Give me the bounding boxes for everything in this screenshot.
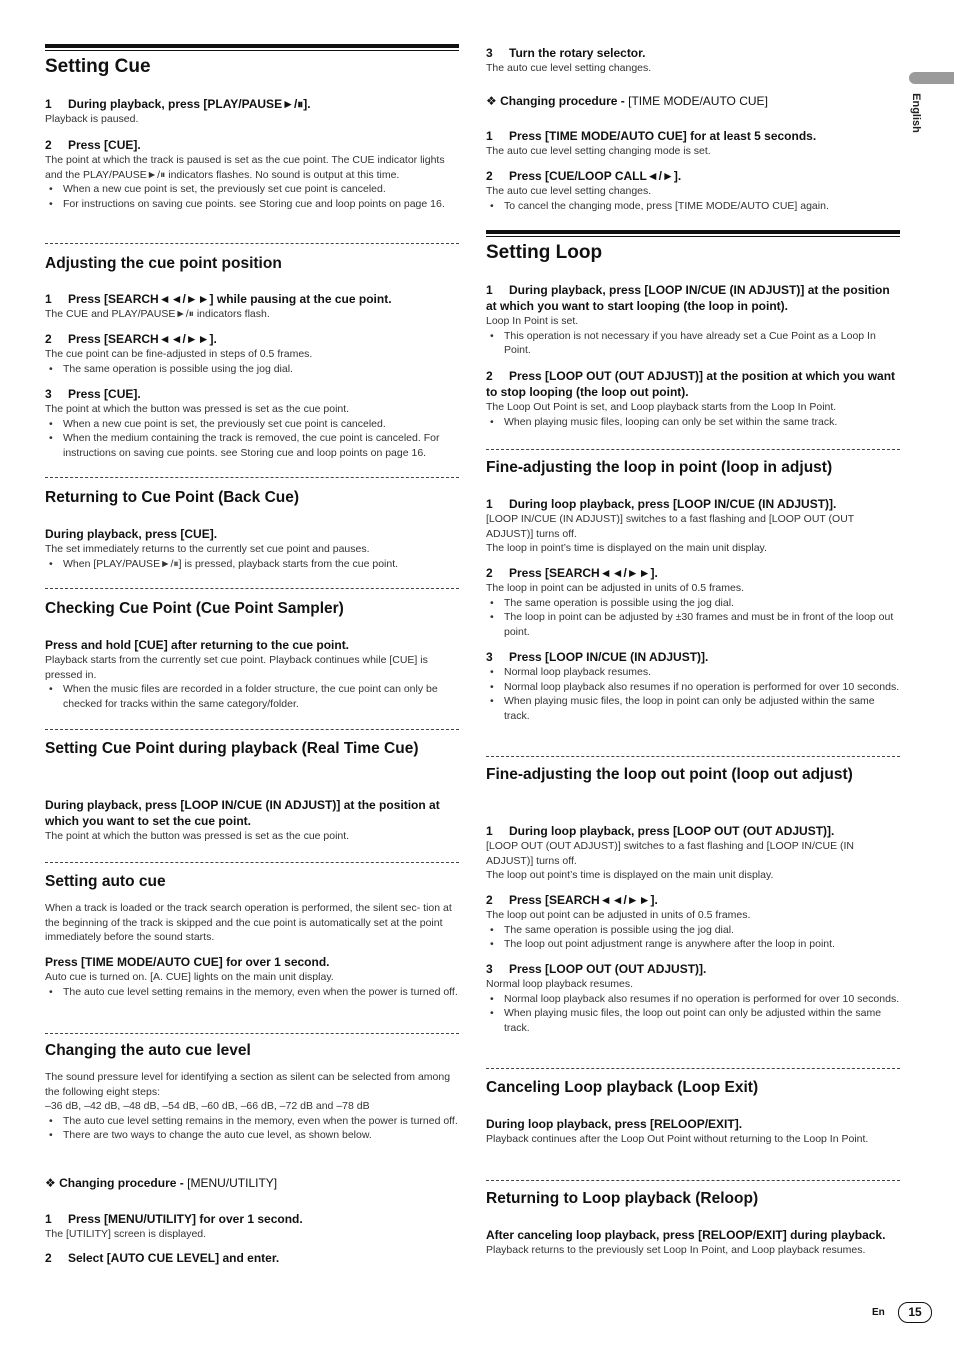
language-tab: [909, 72, 954, 84]
step-description: The auto cue level setting changing mode is set.: [486, 145, 711, 157]
adjust-section: [45, 254, 459, 274]
list-item: • When the music files are recorded in a folder structure, the cue point can only be checked for tracks within the same category/folder.: [45, 682, 459, 711]
step: [45, 96, 459, 127]
step-heading: Press [TIME MODE/AUTO CUE] for over 1 second.: [45, 955, 330, 969]
procedure-heading: [486, 93, 900, 109]
step-description: The loop out point can be adjusted in units of 0.5 frames.: [486, 909, 751, 921]
sampler-section: [45, 599, 459, 619]
step: [486, 496, 900, 556]
divider: [486, 1180, 900, 1181]
step-heading: 3 Press [LOOP IN/CUE (IN ADJUST)].: [486, 650, 709, 664]
paragraph: [45, 901, 459, 945]
intro-text: When a track is loaded or the track search operation is performed, the silent sec- tion at the beginning of the track is skipped and the cue point is automatically set at the point immediately before the sound starts.: [45, 902, 452, 944]
section-title: Canceling Loop playback (Loop Exit): [486, 1079, 759, 1096]
step: [45, 797, 459, 844]
list-item: • When a new cue point is set, the previously set cue point is canceled.: [45, 182, 459, 197]
step-heading: 2 Press [SEARCH◄◄/►►].: [486, 893, 658, 907]
step: [486, 1227, 900, 1258]
list-item: • The same operation is possible using the jog dial.: [486, 596, 900, 611]
section-title: Fine-adjusting the loop in point (loop in adjust): [486, 459, 833, 476]
step: [486, 892, 900, 952]
divider: [45, 477, 459, 478]
list-item: • When [PLAY/PAUSE►/⏸] is pressed, playback starts from the cue point.: [45, 557, 459, 572]
list-item: • The same operation is possible using the jog dial.: [45, 362, 459, 377]
divider: [45, 1033, 459, 1034]
step: [45, 1211, 459, 1242]
step-heading: 1 During loop playback, press [LOOP IN/CUE (IN ADJUST)].: [486, 497, 837, 511]
setting-cue-section: [45, 56, 459, 78]
paragraph: [45, 1070, 459, 1143]
real-time-cue-section: [45, 739, 459, 759]
section-rule: [486, 230, 900, 234]
step-heading: During playback, press [LOOP IN/CUE (IN ADJUST)] at the position at which you want to set the cue point.: [45, 798, 440, 828]
list-item: • When playing music files, the loop in point can only be adjusted within the same track.: [486, 694, 900, 723]
step-heading: 1 Press [TIME MODE/AUTO CUE] for at least 5 seconds.: [486, 129, 817, 143]
step: [45, 637, 459, 711]
step-description: Normal loop playback resumes.: [486, 978, 634, 990]
list-item: • When a new cue point is set, the previously set cue point is canceled.: [45, 417, 459, 432]
list-item: • For instructions on saving cue points. see Storing cue and loop points on page 16.: [45, 197, 459, 212]
bullet-list: [45, 1114, 459, 1143]
step: [486, 282, 900, 358]
step-heading: 1 Press [SEARCH◄◄/►►] while pausing at the cue point.: [45, 292, 392, 306]
step-heading: 2 Press [SEARCH◄◄/►►].: [45, 332, 217, 346]
list-item: • The loop in point can be adjusted by ±30 frames and must be in front of the loop out point.: [486, 610, 900, 639]
step-description: Auto cue is turned on. [A. CUE] lights on the main unit display.: [45, 971, 334, 983]
step-heading: 3 Turn the rotary selector.: [486, 46, 646, 60]
list-item: • This operation is not necessary if you have already set a Cue Point as a Loop In Point.: [486, 329, 900, 358]
section-title: Changing the auto cue level: [45, 1042, 251, 1059]
step: [486, 565, 900, 639]
divider: [45, 588, 459, 589]
list-item: • To cancel the changing mode, press [TIME MODE/AUTO CUE] again.: [486, 199, 900, 214]
step-heading: During loop playback, press [RELOOP/EXIT].: [486, 1117, 743, 1131]
bullet-list: [486, 199, 900, 214]
step: [45, 291, 459, 322]
step-heading: 2 Press [CUE/LOOP CALL◄/►].: [486, 169, 682, 183]
step-heading: 2 Select [AUTO CUE LEVEL] and enter.: [45, 1251, 280, 1265]
step-heading: 1 During playback, press [PLAY/PAUSE►/⏸].: [45, 97, 311, 111]
section-title: Setting Loop: [486, 242, 603, 263]
list-item: • When playing music files, looping can only be set within the same track.: [486, 415, 900, 430]
bullet-list: [45, 182, 459, 211]
list-item: • Normal loop playback resumes.: [486, 665, 900, 680]
step-heading: During playback, press [CUE].: [45, 527, 218, 541]
step-heading: 3 Press [LOOP OUT (OUT ADJUST)].: [486, 962, 707, 976]
intro-text: The sound pressure level for identifying a section as silent can be selected from among the following eight steps:: [45, 1071, 451, 1098]
list-item: • The auto cue level setting remains in the memory, even when the power is turned off.: [45, 1114, 459, 1129]
step-description: The point at which the button was pressed is set as the cue point.: [45, 830, 350, 842]
auto-cue-level-section: [45, 1041, 459, 1061]
list-item: • The same operation is possible using the jog dial.: [486, 923, 900, 938]
bullet-list: [45, 417, 459, 461]
footer-language: En: [872, 1307, 885, 1318]
auto-cue-section: [45, 872, 459, 892]
list-item: • When playing music files, the loop out point can only be adjusted within the same track.: [486, 1006, 900, 1035]
list-item: • The auto cue level setting remains in the memory, even when the power is turned off.: [45, 985, 459, 1000]
section-title: Returning to Cue Point (Back Cue): [45, 489, 300, 506]
step: [486, 368, 900, 429]
divider: [45, 729, 459, 730]
step-description: The auto cue level setting changes.: [486, 185, 652, 197]
step: [486, 823, 900, 883]
step-description: The loop out point’s time is displayed on the main unit display.: [486, 869, 774, 882]
list-item: • When the medium containing the track is removed, the cue point is canceled. For instructions on saving cue points. see Storing cue and loop points on page 16.: [45, 431, 459, 460]
bullet-list: [486, 992, 900, 1036]
step: [45, 954, 459, 999]
procedure-target: [TIME MODE/AUTO CUE]: [628, 94, 768, 108]
procedure-label: ❖ Changing procedure -: [45, 1176, 188, 1190]
setting-loop-section: [486, 242, 900, 264]
section-title: Adjusting the cue point position: [45, 255, 282, 272]
step: [486, 1116, 900, 1147]
step-description: The point at which the track is paused is set as the cue point. The CUE indicator lights and the PLAY/PAUSE►/⏸ indicators flashes. No sound is output at this time.: [45, 154, 445, 181]
step-heading: 1 Press [MENU/UTILITY] for over 1 second.: [45, 1212, 303, 1226]
loop-out-adjust-section: [486, 765, 900, 785]
section-rule: [45, 50, 459, 51]
step: [486, 649, 900, 723]
section-title: Setting Cue Point during playback (Real Time Cue): [45, 740, 419, 757]
step-description: The point at which the button was pressed is set as the cue point.: [45, 403, 350, 415]
section-title: Fine-adjusting the loop out point (loop out adjust): [486, 766, 853, 783]
section-title: Setting Cue: [45, 56, 151, 77]
step-description: The [UTILITY] screen is displayed.: [45, 1228, 207, 1240]
level-list: –36 dB, –42 dB, –48 dB, –54 dB, –60 dB, –66 dB, –72 dB and –78 dB: [45, 1100, 370, 1113]
bullet-list: [486, 923, 900, 952]
step: [45, 526, 459, 571]
divider: [45, 243, 459, 244]
section-title: Setting auto cue: [45, 873, 166, 890]
bullet-list: [45, 682, 459, 711]
bullet-list: [486, 596, 900, 640]
loop-in-adjust-section: [486, 458, 900, 478]
list-item: • Normal loop playback also resumes if no operation is performed for over 10 seconds.: [486, 992, 900, 1007]
step-description: The loop in point can be adjusted in units of 0.5 frames.: [486, 582, 744, 594]
step-heading: 2 Press [SEARCH◄◄/►►].: [486, 566, 658, 580]
step-description: Playback continues after the Loop Out Point without returning to the Loop In Point.: [486, 1133, 869, 1145]
step-description: Playback starts from the currently set cue point. Playback continues while [CUE] is pressed in.: [45, 654, 428, 681]
bullet-list: [45, 557, 459, 572]
divider: [486, 1068, 900, 1069]
step-description: The set immediately returns to the currently set cue point and pauses.: [45, 543, 370, 555]
back-cue-section: [45, 488, 459, 508]
procedure-heading: [45, 1175, 459, 1191]
step-description: The auto cue level setting changes.: [486, 62, 652, 74]
step-description: Playback is paused.: [45, 113, 139, 125]
step-description: The cue point can be fine-adjusted in steps of 0.5 frames.: [45, 348, 313, 360]
step-heading: 2 Press [LOOP OUT (OUT ADJUST)] at the position at which you want to stop looping (the loop out point).: [486, 369, 896, 399]
list-item: • There are two ways to change the auto cue level, as shown below.: [45, 1128, 459, 1143]
bullet-list: [45, 362, 459, 377]
section-rule: [45, 44, 459, 48]
step: [45, 386, 459, 460]
bullet-list: [486, 415, 900, 430]
section-title: Returning to Loop playback (Reloop): [486, 1190, 759, 1207]
step-description: [LOOP OUT (OUT ADJUST)] switches to a fast flashing and [LOOP IN/CUE (IN ADJUST)] turns off.: [486, 840, 855, 867]
procedure-target: [MENU/UTILITY]: [187, 1176, 278, 1190]
step-description: The Loop Out Point is set, and Loop playback starts from the Loop In Point.: [486, 401, 837, 413]
list-item: • The loop out point adjustment range is anywhere after the loop in point.: [486, 937, 900, 952]
step-description: Loop In Point is set.: [486, 315, 579, 327]
step: [45, 137, 459, 211]
procedure-label: ❖ Changing procedure -: [486, 94, 629, 108]
step-heading: 2 Press [CUE].: [45, 138, 141, 152]
step-heading: After canceling loop playback, press [RELOOP/EXIT] during playback.: [486, 1228, 886, 1242]
loop-exit-section: [486, 1078, 900, 1098]
step: [486, 168, 900, 213]
divider: [486, 756, 900, 757]
bullet-list: [486, 665, 900, 723]
step-heading: Press and hold [CUE] after returning to the cue point.: [45, 638, 350, 652]
step: [486, 128, 900, 159]
step-description: [LOOP IN/CUE (IN ADJUST)] switches to a fast flashing and [LOOP OUT (OUT ADJUST)] turns off.: [486, 513, 855, 540]
step: [486, 961, 900, 1035]
divider: [45, 862, 459, 863]
step-heading: 1 During playback, press [LOOP IN/CUE (IN ADJUST)] at the position at which you want to start looping (the loop in point).: [486, 283, 890, 313]
step-heading: 3 Press [CUE].: [45, 387, 141, 401]
step-heading: 1 During loop playback, press [LOOP OUT (OUT ADJUST)].: [486, 824, 835, 838]
step-description: Playback returns to the previously set Loop In Point, and Loop playback resumes.: [486, 1244, 866, 1256]
list-item: • Normal loop playback also resumes if no operation is performed for over 10 seconds.: [486, 680, 900, 695]
step: [45, 331, 459, 376]
bullet-list: [45, 985, 459, 1000]
language-label: English: [909, 93, 922, 133]
step: [45, 1250, 459, 1266]
page-number: 15: [898, 1302, 932, 1323]
bullet-list: [486, 329, 900, 358]
section-title: Checking Cue Point (Cue Point Sampler): [45, 600, 344, 617]
section-rule: [486, 236, 900, 237]
divider: [486, 449, 900, 450]
reloop-section: [486, 1189, 900, 1209]
step: [486, 45, 900, 76]
step-description: The CUE and PLAY/PAUSE►/⏸ indicators flash.: [45, 308, 270, 320]
step-description: The loop in point’s time is displayed on the main unit display.: [486, 542, 767, 555]
